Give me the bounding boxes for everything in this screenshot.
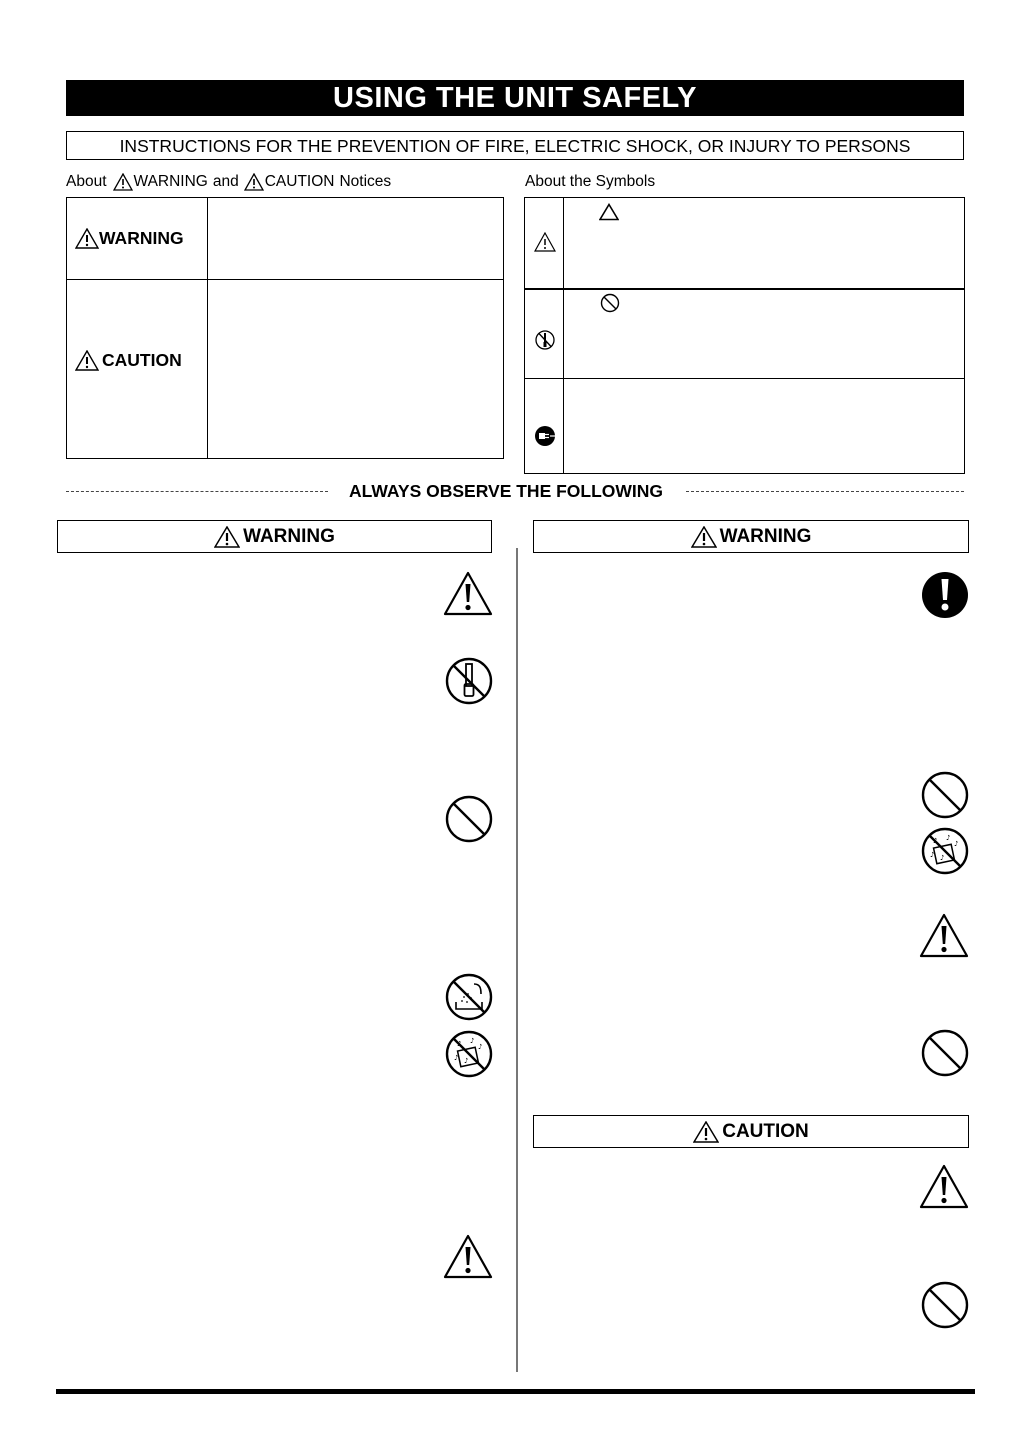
warning-triangle-icon	[443, 1233, 493, 1283]
right-warning-header-text: WARNING	[719, 525, 812, 547]
no-liquid-icon	[444, 1029, 494, 1079]
warning-triangle-icon	[691, 526, 717, 548]
bottom-rule	[56, 1389, 975, 1394]
column-separator	[516, 548, 518, 1372]
prohibited-icon	[920, 770, 970, 820]
notices-heading-and: and	[212, 173, 239, 190]
right-caution-header-text: CAUTION	[722, 1120, 809, 1142]
page-subtitle: INSTRUCTIONS FOR THE PREVENTION OF FIRE, ELECTRIC SHOCK, OR INJURY TO PERSONS	[66, 131, 964, 160]
warning-triangle-icon	[599, 203, 619, 221]
no-liquid-icon	[920, 826, 970, 876]
warning-triangle-icon	[214, 526, 240, 548]
warning-triangle-icon	[919, 912, 969, 962]
svg-text:♪: ♪	[946, 834, 951, 842]
warning-triangle-icon	[693, 1121, 719, 1143]
left-warning-header	[57, 520, 492, 553]
notice-warning-label	[75, 228, 184, 249]
notice-warning-text: WARNING	[99, 228, 184, 248]
warning-triangle-icon	[75, 350, 99, 371]
warning-triangle-icon	[534, 232, 556, 252]
warning-triangle-icon	[75, 228, 99, 249]
warning-triangle-icon	[919, 1163, 969, 1213]
notice-caution-label	[75, 350, 182, 371]
do-not-disassemble-icon	[535, 329, 555, 351]
prohibited-icon	[920, 1028, 970, 1078]
prohibited-icon	[920, 1280, 970, 1330]
no-water-icon	[444, 972, 494, 1022]
notices-table	[66, 197, 504, 459]
mandatory-exclamation-icon	[920, 570, 970, 620]
prohibited-icon	[600, 293, 620, 313]
notices-heading-warning: WARNING	[133, 173, 208, 190]
notices-heading	[66, 172, 391, 192]
page-title: USING THE UNIT SAFELY	[66, 80, 964, 116]
notices-heading-notices: Notices	[339, 173, 392, 190]
prohibited-icon	[444, 794, 494, 844]
symbols-heading: About the Symbols	[525, 173, 656, 190]
always-observe-heading: ALWAYS OBSERVE THE FOLLOWING	[330, 480, 682, 502]
svg-text:♪: ♪	[954, 840, 959, 848]
svg-text:♪: ♪	[454, 1054, 459, 1062]
warning-triangle-icon	[443, 570, 493, 620]
svg-text:♪: ♪	[470, 1037, 475, 1045]
symbols-table	[524, 197, 965, 474]
right-warning-header	[533, 520, 969, 553]
warning-triangle-icon	[244, 173, 264, 191]
notices-heading-caution: CAUTION	[264, 173, 335, 190]
right-caution-header	[533, 1115, 969, 1148]
notice-caution-text: CAUTION	[102, 350, 182, 370]
do-not-disassemble-icon	[444, 656, 494, 706]
warning-triangle-icon	[113, 173, 133, 191]
svg-text:♪: ♪	[464, 1057, 469, 1065]
svg-text:♪: ♪	[930, 851, 935, 859]
left-warning-header-text: WARNING	[243, 525, 335, 547]
notices-heading-about: About	[66, 173, 107, 190]
unplug-icon	[534, 425, 556, 447]
svg-text:♪: ♪	[478, 1043, 483, 1051]
svg-text:♪: ♪	[940, 854, 945, 862]
